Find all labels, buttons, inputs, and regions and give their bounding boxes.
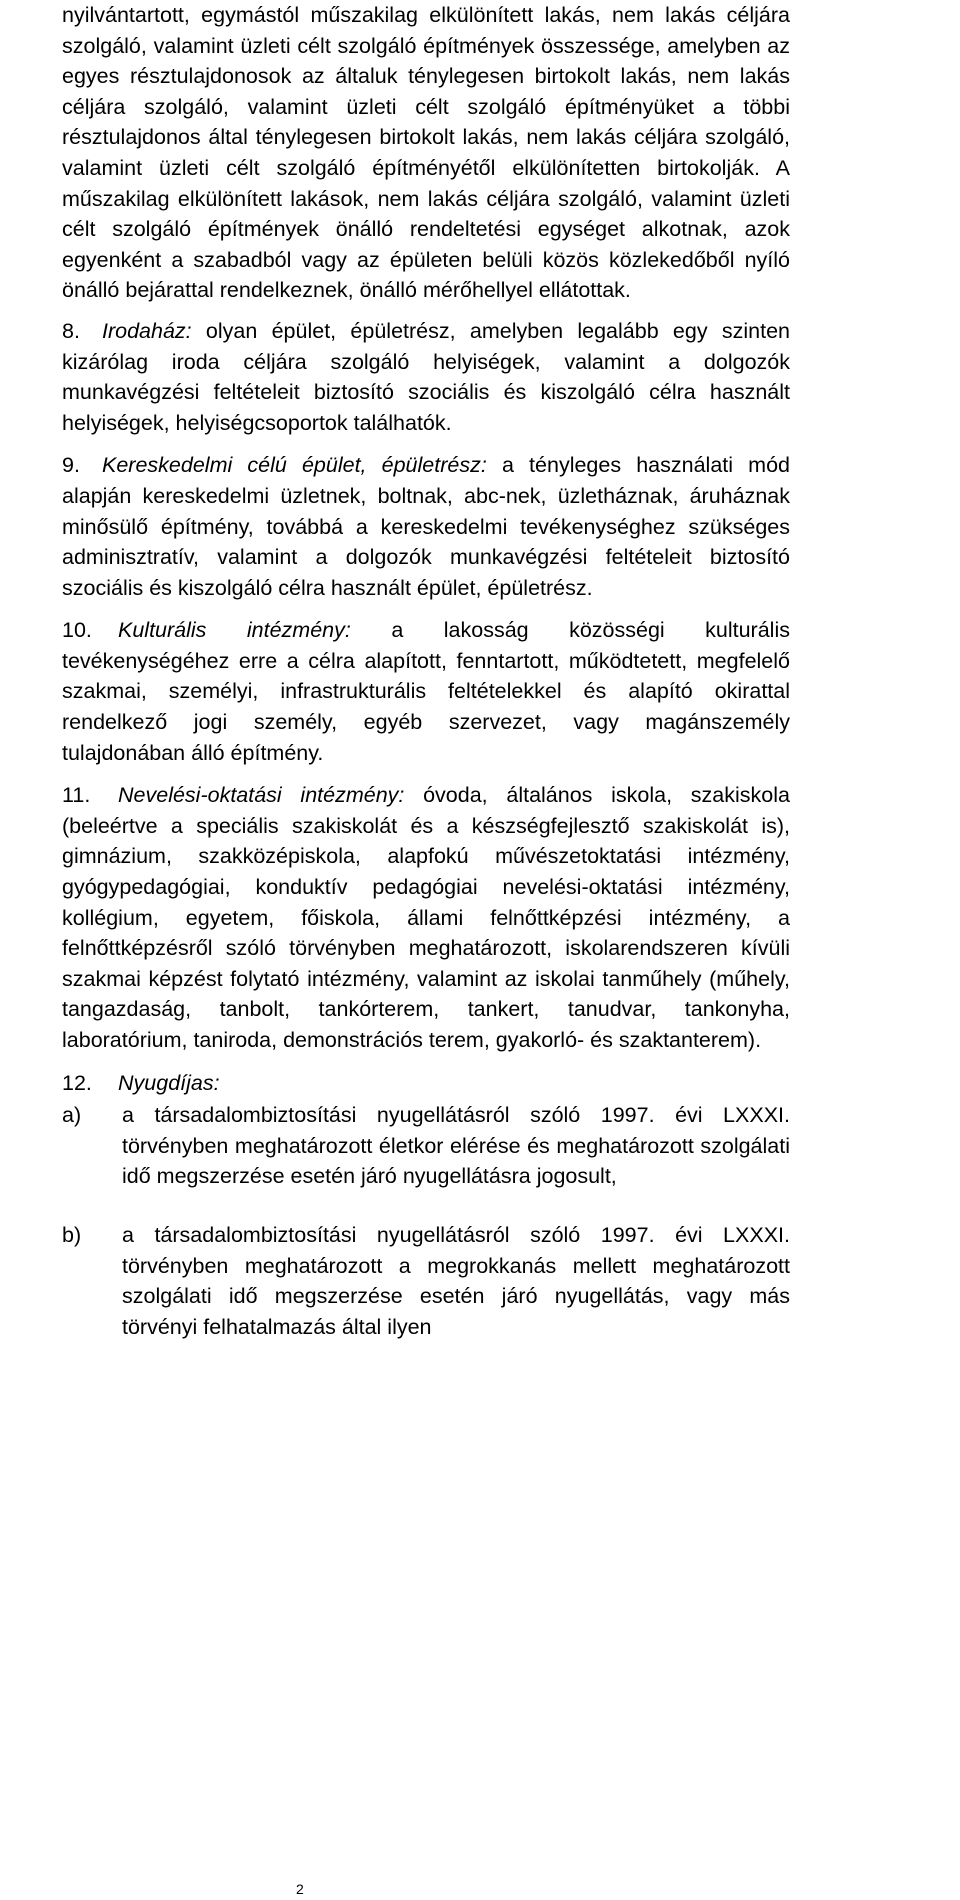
- sub-item-label: a): [62, 1103, 82, 1128]
- sub-item-label: b): [62, 1222, 82, 1247]
- item-body: [62, 450, 790, 603]
- item-number: 9.: [62, 453, 80, 478]
- item-content: [62, 450, 790, 603]
- item-content: [62, 1068, 790, 1343]
- sub-item-text: a társadalombiztosítási nyugellátásról szóló 1997. évi LXXXI. törvényben meghatározott a megrokkanás mellett meghatározott szolgálati idő megszerzése esetén járó nyugellátás, vagy más törvényi felhatalmazás által ilyen: [122, 1222, 790, 1339]
- item-term: Kulturális intézmény:: [118, 618, 351, 643]
- item-number: 12.: [62, 1070, 92, 1095]
- item-content: [62, 316, 790, 438]
- item-number: 11.: [62, 783, 91, 808]
- definition-item-8: [62, 316, 790, 438]
- item-body: [62, 615, 790, 768]
- sub-item-a: [62, 1100, 790, 1192]
- sub-item-b: [62, 1220, 790, 1342]
- item-body: [62, 316, 790, 438]
- item-term: Kereskedelmi célú épület, épületrész:: [102, 453, 487, 478]
- page-number: 2: [296, 1881, 304, 1897]
- item-term: Irodaház:: [102, 318, 192, 343]
- item-text: olyan épület, épületrész, amelyben legalább egy szinten kizárólag iroda céljára szolgáló helyiségek, valamint a dolgozók munkavégzési feltételeit biztosító szociális és kiszolgáló célra használt helyiségek, helyiségcsoportok találhatók.: [62, 318, 790, 435]
- sub-item-text: a társadalombiztosítási nyugellátásról szóló 1997. évi LXXXI. törvényben meghatározott életkor elérése és meghatározott szolgálati idő megszerzése esetén járó nyugellátásra jogosult,: [122, 1103, 790, 1189]
- document-page: [62, 0, 790, 1342]
- item-body: [62, 780, 790, 1055]
- definition-item-11: [62, 780, 790, 1055]
- intro-paragraph: nyilvántartott, egymástól műszakilag elkülönített lakás, nem lakás céljára szolgáló, valamint üzleti célt szolgáló építmények összessége, amelyben az egyes résztulajdonosok az általuk ténylegesen birtokolt lakás, nem lakás céljára szolgáló, valamint üzleti célt szolgáló építményüket a többi résztulajdonos által ténylegesen birtokolt lakás, nem lakás céljára szolgáló, valamint üzleti célt szolgáló építményétől elkülönítetten birtokolják. A műszakilag elkülönített lakások, nem lakás céljára szolgáló, valamint üzleti célt szolgáló építmények önálló rendeltetési egységet alkotnak, azok egyenként a szabadból vagy az épületen belüli közös közlekedőből nyíló önálló bejárattal rendelkeznek, önálló mérőhellyel ellátottak.: [62, 3, 790, 303]
- item-content: [62, 615, 790, 768]
- definition-item-12: [62, 1068, 790, 1343]
- item-term: Nevelési-oktatási intézmény:: [118, 783, 405, 808]
- item-text: a tényleges használati mód alapján kereskedelmi üzletnek, boltnak, abc-nek, üzletháznak, áruháznak minősülő építmény, továbbá a kereskedelmi tevékenységhez szükséges adminisztratív, valamint a dolgozók munkavégzési feltételeit biztosító szociális és kiszolgáló célra használt épület, épületrész.: [62, 453, 790, 600]
- item-term: Nyugdíjas:: [118, 1070, 220, 1095]
- item-number: 10.: [62, 618, 92, 643]
- item-number: 8.: [62, 318, 80, 343]
- item-body: [62, 1068, 790, 1099]
- definition-item-9: [62, 450, 790, 603]
- item-text: a lakosság közösségi kulturális tevékenységéhez erre a célra alapított, fenntartott, működtetett, megfelelő szakmai, személyi, infrastrukturális feltételekkel és alapító okirattal rendelkező jogi személy, egyéb szervezet, vagy magánszemély tulajdonában álló építmény.: [62, 618, 790, 765]
- item-text: óvoda, általános iskola, szakiskola (beleértve a speciális szakiskolát és a készségfejlesztő szakiskolát is), gimnázium, szakközépiskola, alapfokú művészetoktatási intézmény, gyógypedagógiai, konduktív pedagógiai nevelési-oktatási intézmény, kollégium, egyetem, főiskola, állami felnőttképzési intézmény, a felnőttképzésről szóló törvényben meghatározott, iskolarendszeren kívüli szakmai képzést folytató intézmény, valamint az iskolai tanműhely (műhely, tangazdaság, tanbolt, tankórterem, tankert, tanudvar, tankonyha, laboratórium, taniroda, demonstrációs terem, gyakorló- és szaktanterem).: [62, 783, 790, 1052]
- item-content: [62, 780, 790, 1055]
- definition-item-10: [62, 615, 790, 768]
